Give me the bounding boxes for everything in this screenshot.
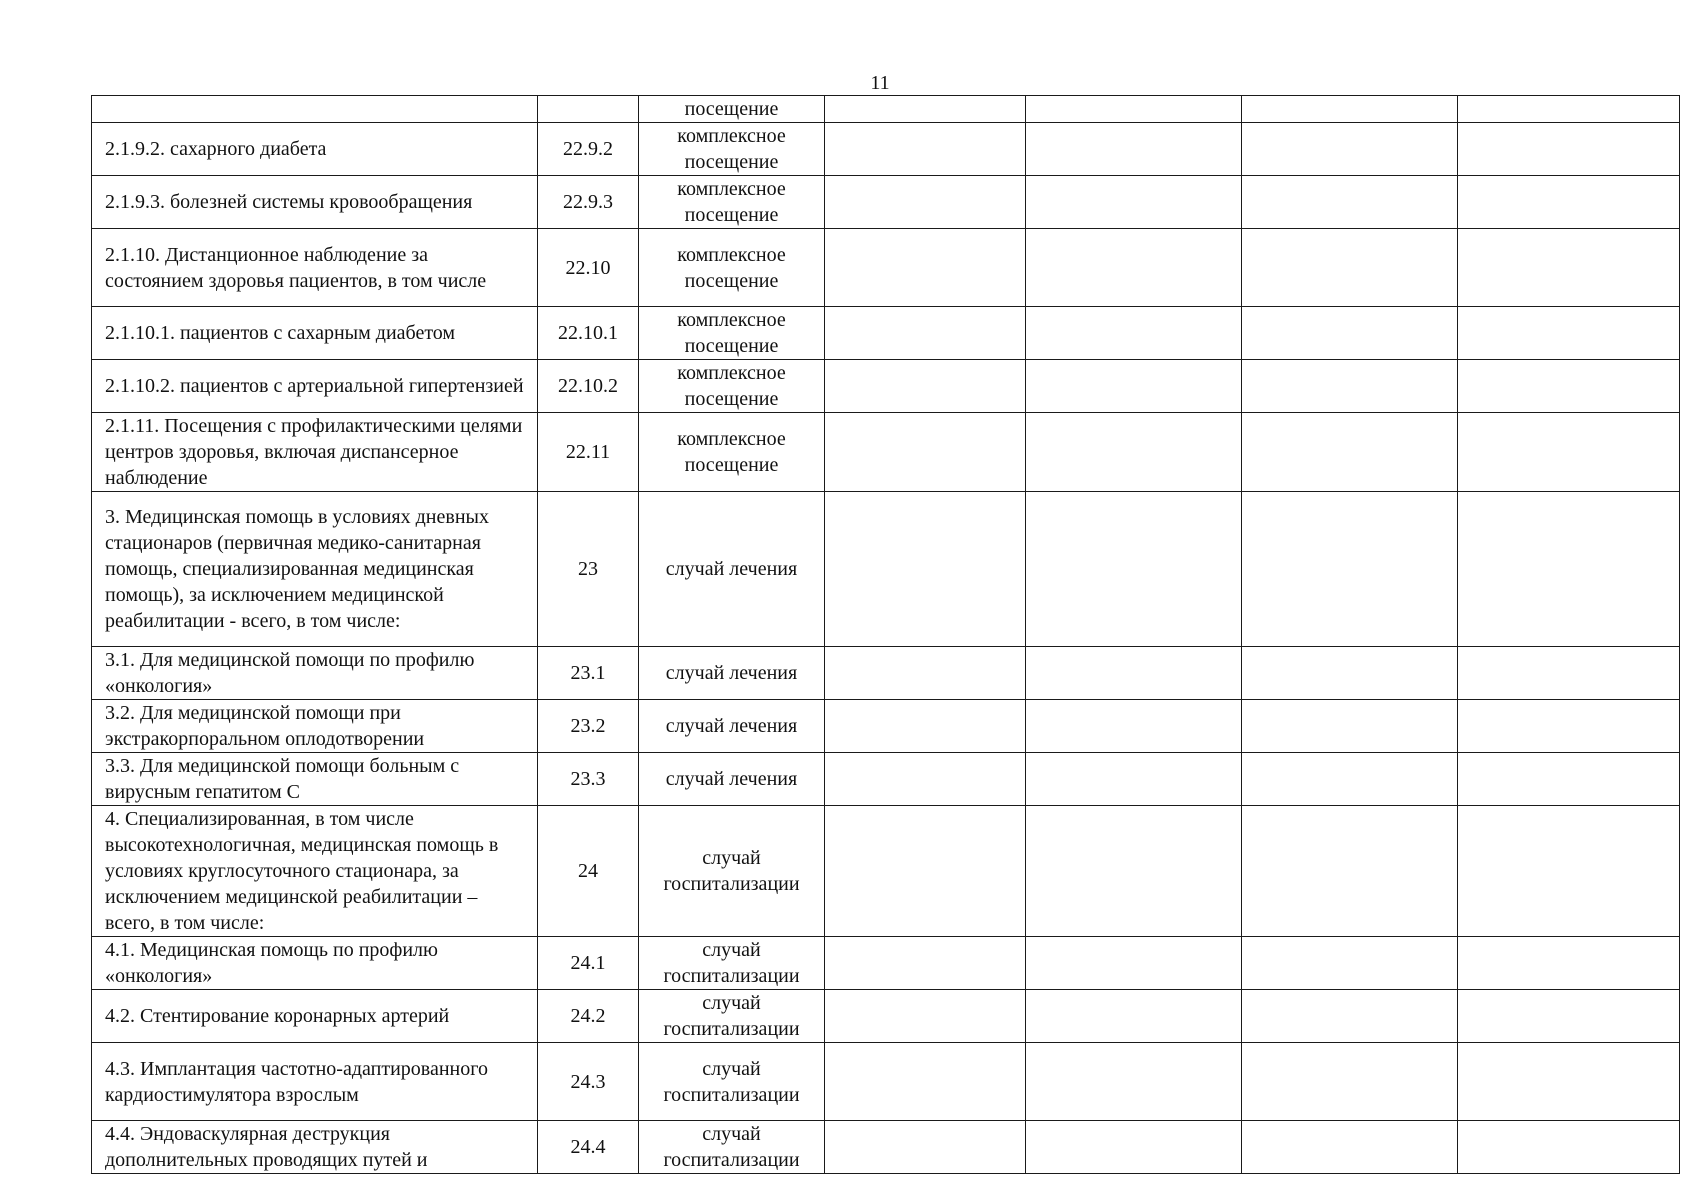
row-code: 22.9.2 bbox=[538, 123, 639, 176]
row-description: 4. Специализированная, в том числе высокотехнологичная, медицинская помощь в условиях круглосуточного стационара, за исключением медицинской реабилитации – всего, в том числе: bbox=[92, 806, 538, 937]
empty-cell bbox=[1458, 753, 1680, 806]
table-row bbox=[92, 96, 1680, 123]
table-row bbox=[92, 413, 1680, 492]
empty-cell bbox=[1242, 700, 1458, 753]
table-row bbox=[92, 806, 1680, 937]
empty-cell bbox=[1458, 176, 1680, 229]
row-code: 23.3 bbox=[538, 753, 639, 806]
empty-cell bbox=[1026, 492, 1242, 647]
table-row bbox=[92, 647, 1680, 700]
empty-cell bbox=[1242, 96, 1458, 123]
empty-cell bbox=[1458, 937, 1680, 990]
empty-cell bbox=[825, 413, 1026, 492]
empty-cell bbox=[825, 700, 1026, 753]
row-unit: комплексное посещение bbox=[639, 413, 825, 492]
empty-cell bbox=[825, 96, 1026, 123]
row-unit: случай госпитализации bbox=[639, 1043, 825, 1121]
row-code: 24.2 bbox=[538, 990, 639, 1043]
row-unit: комплексное посещение bbox=[639, 176, 825, 229]
empty-cell bbox=[1026, 753, 1242, 806]
empty-cell bbox=[825, 1121, 1026, 1174]
row-code: 23 bbox=[538, 492, 639, 647]
empty-cell bbox=[1242, 937, 1458, 990]
empty-cell bbox=[1026, 647, 1242, 700]
empty-cell bbox=[1458, 96, 1680, 123]
empty-cell bbox=[1458, 806, 1680, 937]
empty-cell bbox=[1458, 647, 1680, 700]
row-unit: комплексное посещение bbox=[639, 360, 825, 413]
row-description: 4.2. Стентирование коронарных артерий bbox=[92, 990, 538, 1043]
row-code: 22.9.3 bbox=[538, 176, 639, 229]
empty-cell bbox=[1026, 96, 1242, 123]
table-row bbox=[92, 492, 1680, 647]
row-unit: посещение bbox=[639, 96, 825, 123]
empty-cell bbox=[1026, 1043, 1242, 1121]
row-code: 24 bbox=[538, 806, 639, 937]
empty-cell bbox=[1242, 806, 1458, 937]
row-description: 2.1.10.1. пациентов с сахарным диабетом bbox=[92, 307, 538, 360]
empty-cell bbox=[825, 176, 1026, 229]
empty-cell bbox=[825, 123, 1026, 176]
empty-cell bbox=[825, 806, 1026, 937]
row-unit: случай лечения bbox=[639, 753, 825, 806]
table-row bbox=[92, 1043, 1680, 1121]
row-description: 2.1.10. Дистанционное наблюдение за состоянием здоровья пациентов, в том числе bbox=[92, 229, 538, 307]
row-unit: комплексное посещение bbox=[639, 307, 825, 360]
empty-cell bbox=[1242, 307, 1458, 360]
row-description: 2.1.9.2. сахарного диабета bbox=[92, 123, 538, 176]
row-unit: случай госпитализации bbox=[639, 990, 825, 1043]
empty-cell bbox=[1458, 700, 1680, 753]
empty-cell bbox=[1458, 123, 1680, 176]
empty-cell bbox=[1242, 413, 1458, 492]
row-description: 2.1.10.2. пациентов с артериальной гипертензией bbox=[92, 360, 538, 413]
empty-cell bbox=[1458, 360, 1680, 413]
row-code: 22.10.2 bbox=[538, 360, 639, 413]
row-description: 4.3. Имплантация частотно-адаптированного кардиостимулятора взрослым bbox=[92, 1043, 538, 1121]
empty-cell bbox=[1458, 1043, 1680, 1121]
row-description: 3.2. Для медицинской помощи при экстракорпоральном оплодотворении bbox=[92, 700, 538, 753]
empty-cell bbox=[1026, 806, 1242, 937]
row-unit: случай госпитализации bbox=[639, 806, 825, 937]
empty-cell bbox=[1458, 990, 1680, 1043]
empty-cell bbox=[1026, 360, 1242, 413]
row-code: 24.4 bbox=[538, 1121, 639, 1174]
empty-cell bbox=[1242, 123, 1458, 176]
empty-cell bbox=[1242, 492, 1458, 647]
table-row bbox=[92, 700, 1680, 753]
empty-cell bbox=[825, 1043, 1026, 1121]
empty-cell bbox=[1026, 990, 1242, 1043]
row-description: 2.1.11. Посещения с профилактическими целями центров здоровья, включая диспансерное наблюдение bbox=[92, 413, 538, 492]
table-row bbox=[92, 123, 1680, 176]
empty-cell bbox=[1458, 413, 1680, 492]
row-code: 22.11 bbox=[538, 413, 639, 492]
empty-cell bbox=[825, 229, 1026, 307]
empty-cell bbox=[1026, 1121, 1242, 1174]
table-row bbox=[92, 360, 1680, 413]
empty-cell bbox=[1242, 647, 1458, 700]
empty-cell bbox=[1242, 1121, 1458, 1174]
table-row bbox=[92, 176, 1680, 229]
empty-cell bbox=[1026, 229, 1242, 307]
row-unit: комплексное посещение bbox=[639, 123, 825, 176]
row-unit: случай лечения bbox=[639, 647, 825, 700]
row-unit: случай лечения bbox=[639, 700, 825, 753]
row-code: 23.2 bbox=[538, 700, 639, 753]
empty-cell bbox=[825, 647, 1026, 700]
table-row bbox=[92, 307, 1680, 360]
row-description bbox=[92, 96, 538, 123]
empty-cell bbox=[1458, 1121, 1680, 1174]
empty-cell bbox=[1458, 229, 1680, 307]
row-code bbox=[538, 96, 639, 123]
table-row bbox=[92, 990, 1680, 1043]
row-unit: случай госпитализации bbox=[639, 937, 825, 990]
row-unit: случай лечения bbox=[639, 492, 825, 647]
row-description: 3. Медицинская помощь в условиях дневных стационаров (первичная медико-санитарная помощь, специализированная медицинская помощь), за исключением медицинской реабилитации - всего, в том числе: bbox=[92, 492, 538, 647]
empty-cell bbox=[1242, 753, 1458, 806]
empty-cell bbox=[1026, 413, 1242, 492]
empty-cell bbox=[1242, 229, 1458, 307]
table-row bbox=[92, 229, 1680, 307]
empty-cell bbox=[1026, 307, 1242, 360]
empty-cell bbox=[1026, 937, 1242, 990]
table-row bbox=[92, 1121, 1680, 1174]
empty-cell bbox=[825, 307, 1026, 360]
row-code: 23.1 bbox=[538, 647, 639, 700]
empty-cell bbox=[1242, 1043, 1458, 1121]
row-description: 4.4. Эндоваскулярная деструкция дополнительных проводящих путей и bbox=[92, 1121, 538, 1174]
table-row bbox=[92, 937, 1680, 990]
empty-cell bbox=[825, 990, 1026, 1043]
row-code: 24.3 bbox=[538, 1043, 639, 1121]
row-description: 2.1.9.3. болезней системы кровообращения bbox=[92, 176, 538, 229]
page-number: 11 bbox=[870, 72, 890, 94]
empty-cell bbox=[825, 753, 1026, 806]
empty-cell bbox=[1026, 700, 1242, 753]
empty-cell bbox=[825, 492, 1026, 647]
empty-cell bbox=[825, 937, 1026, 990]
empty-cell bbox=[1242, 360, 1458, 413]
row-code: 24.1 bbox=[538, 937, 639, 990]
row-code: 22.10.1 bbox=[538, 307, 639, 360]
empty-cell bbox=[1026, 123, 1242, 176]
table-row bbox=[92, 753, 1680, 806]
row-code: 22.10 bbox=[538, 229, 639, 307]
empty-cell bbox=[1458, 307, 1680, 360]
empty-cell bbox=[1242, 176, 1458, 229]
empty-cell bbox=[1458, 492, 1680, 647]
row-unit: случай госпитализации bbox=[639, 1121, 825, 1174]
empty-cell bbox=[1026, 176, 1242, 229]
row-unit: комплексное посещение bbox=[639, 229, 825, 307]
data-table bbox=[91, 95, 1680, 1174]
empty-cell bbox=[825, 360, 1026, 413]
row-description: 3.3. Для медицинской помощи больным с вирусным гепатитом С bbox=[92, 753, 538, 806]
row-description: 4.1. Медицинская помощь по профилю «онкология» bbox=[92, 937, 538, 990]
empty-cell bbox=[1242, 990, 1458, 1043]
row-description: 3.1. Для медицинской помощи по профилю «онкология» bbox=[92, 647, 538, 700]
